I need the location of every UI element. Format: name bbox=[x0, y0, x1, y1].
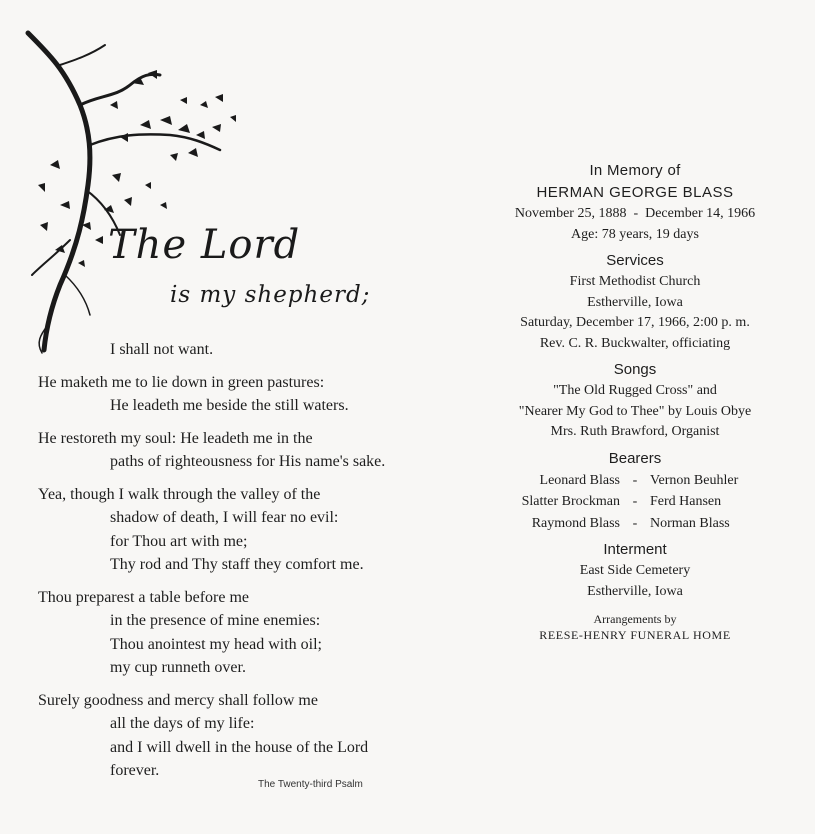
psalm-line: my cup runneth over. bbox=[110, 659, 246, 676]
psalm-stanza bbox=[38, 338, 458, 362]
bearer-name: Vernon Beuhler bbox=[650, 472, 739, 488]
bearer-separator: - bbox=[632, 494, 638, 509]
psalm-line: He maketh me to lie down in green pastures: bbox=[38, 373, 325, 391]
bearers-heading: Bearers bbox=[608, 449, 662, 467]
psalm-line: forever. bbox=[110, 762, 160, 779]
psalm-line: all the days of my life: bbox=[110, 715, 255, 732]
heading-the-lord: The Lord bbox=[108, 222, 301, 268]
life-dates: November 25, 1888 - December 14, 1966 bbox=[514, 206, 756, 221]
psalm-line: for Thou art with me; bbox=[110, 532, 248, 550]
bearer-name: Leonard Blass bbox=[539, 472, 620, 488]
bearer-separator: - bbox=[632, 515, 638, 531]
bearer-name: Raymond Blass bbox=[531, 515, 620, 531]
psalm-line: Thy rod and Thy staff they comfort me. bbox=[110, 556, 364, 573]
psalm-stanza bbox=[38, 689, 458, 783]
psalm-attribution: The Twenty-third Psalm bbox=[258, 779, 363, 790]
psalm-stanza bbox=[38, 483, 458, 577]
bearers-row bbox=[440, 470, 815, 492]
bearers-list bbox=[440, 470, 815, 535]
psalm-line: He leadeth me beside the still waters. bbox=[110, 397, 349, 414]
memorial-details bbox=[440, 160, 815, 643]
psalm-line: paths of righteousness for His name's sake. bbox=[110, 453, 386, 470]
services-line: Estherville, Iowa bbox=[587, 294, 683, 310]
bearer-name: Norman Blass bbox=[650, 515, 730, 531]
songs-line: Mrs. Ruth Brawford, Organist bbox=[550, 424, 720, 439]
psalm-line: I shall not want. bbox=[110, 341, 214, 358]
heading-is-my-shepherd: is my shepherd; bbox=[170, 282, 371, 308]
songs-line: "Nearer My God to Thee" by Louis Obye bbox=[518, 403, 752, 419]
services-heading: Services bbox=[606, 252, 664, 269]
bearers-row bbox=[440, 513, 815, 535]
memorial-title: In Memory of bbox=[589, 162, 681, 179]
deceased-name: HERMAN GEORGE BLASS bbox=[536, 184, 734, 201]
funeral-home: REESE-HENRY FUNERAL HOME bbox=[539, 628, 731, 642]
age: Age: 78 years, 19 days bbox=[571, 226, 699, 242]
psalm-line: shadow of death, I will fear no evil: bbox=[110, 509, 339, 526]
psalm-line: Thou anointest my head with oil; bbox=[110, 635, 322, 653]
interment-line: East Side Cemetery bbox=[579, 563, 691, 578]
bearer-name: Slatter Brockman bbox=[521, 494, 620, 509]
songs-heading: Songs bbox=[613, 361, 657, 378]
bearer-name: Ferd Hansen bbox=[650, 494, 722, 509]
branch-illustration-icon bbox=[20, 25, 250, 365]
psalm-line: and I will dwell in the house of the Lord bbox=[110, 738, 369, 756]
services-line: Saturday, December 17, 1966, 2:00 p. m. bbox=[520, 315, 750, 330]
interment-line: Estherville, Iowa bbox=[587, 583, 683, 599]
psalm-stanza bbox=[38, 586, 458, 680]
services-line: First Methodist Church bbox=[569, 274, 701, 289]
bearers-row bbox=[440, 491, 815, 513]
psalm-stanza bbox=[38, 427, 458, 474]
psalm-line: He restoreth my soul: He leadeth me in the bbox=[38, 429, 313, 447]
psalm-line: Surely goodness and mercy shall follow me bbox=[38, 691, 318, 709]
psalm-line: Yea, though I walk through the valley of the bbox=[38, 485, 321, 503]
bearer-separator: - bbox=[632, 472, 638, 488]
services-line: Rev. C. R. Buckwalter, officiating bbox=[539, 335, 731, 351]
songs-line: "The Old Rugged Cross" and bbox=[553, 383, 717, 398]
psalm-text bbox=[38, 338, 458, 792]
arrangements-label: Arrangements by bbox=[593, 612, 677, 626]
psalm-stanza bbox=[38, 371, 458, 418]
interment-heading: Interment bbox=[603, 541, 667, 558]
psalm-line: in the presence of mine enemies: bbox=[110, 612, 321, 629]
psalm-line: Thou preparest a table before me bbox=[38, 588, 250, 606]
